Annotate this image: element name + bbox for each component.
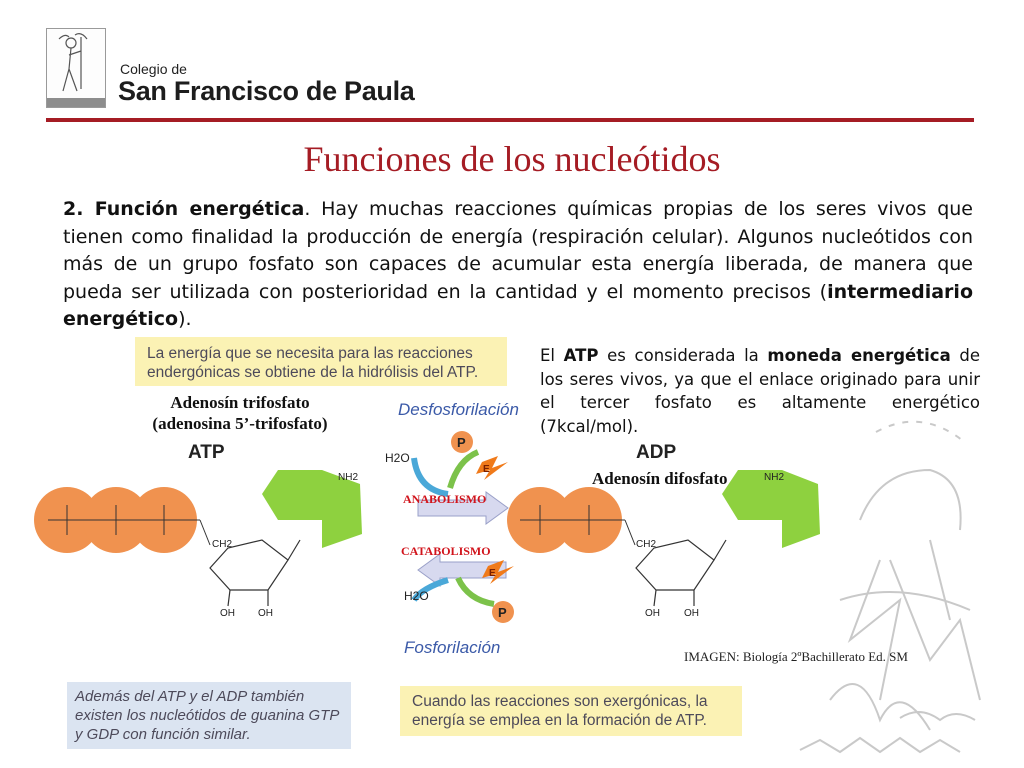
water-label: H2O bbox=[385, 451, 410, 465]
watermark-sketch bbox=[800, 422, 980, 752]
atp-label: ATP bbox=[188, 442, 225, 463]
atp-nh2-label: NH2 bbox=[338, 472, 359, 483]
adp-oh-label-2: OH bbox=[684, 608, 699, 619]
item-heading: 2. Función energética bbox=[63, 198, 305, 220]
adp-oh-label: OH bbox=[645, 608, 660, 619]
side-text-1: El bbox=[540, 346, 564, 365]
anabolism-label: ANABOLISMO bbox=[403, 492, 487, 506]
atp-oh-label: OH bbox=[220, 608, 235, 619]
exergonic-note: Cuando las reacciones son exergónicas, la energía se emplea en la formación de ATP. bbox=[400, 686, 742, 736]
adp-phosphate-group bbox=[507, 487, 635, 553]
image-credit: IMAGEN: Biología 2ºBachillerato Ed. SM bbox=[684, 649, 908, 664]
water-label-2: H2O bbox=[404, 589, 429, 603]
adp-ch2-label: CH2 bbox=[636, 539, 657, 550]
catabolism-label: CATABOLISMO bbox=[401, 544, 491, 558]
phosphorylation-label: Fosforilación bbox=[404, 638, 501, 657]
atp-oh-label-2: OH bbox=[258, 608, 273, 619]
school-name-line1: Colegio de bbox=[120, 61, 187, 77]
atp-phosphate-group bbox=[34, 487, 210, 553]
endergonic-note: La energía que se necesita para las reacciones endergónicas se obtiene de la hidrólisis del ATP. bbox=[135, 337, 507, 386]
main-paragraph-end: ). bbox=[178, 308, 192, 330]
side-text-3: de los seres vivos, ya que el enlace originado para unir el tercer fosfato es altamente energético (7kcal/mol). bbox=[540, 346, 980, 436]
water-in-arrow bbox=[414, 458, 448, 494]
phosphate-out-arrow bbox=[450, 452, 478, 488]
atp-ch2-label: CH2 bbox=[212, 539, 233, 550]
side-text-2: es considerada la bbox=[598, 346, 768, 365]
adp-nh2-label: NH2 bbox=[764, 472, 785, 483]
side-bold-currency: moneda energética bbox=[767, 346, 951, 365]
energy-e-label: E bbox=[483, 464, 490, 475]
atp-energy-currency-text bbox=[540, 344, 980, 438]
dephosphorylation-label: Desfosforilación bbox=[398, 400, 519, 419]
adp-label: ADP bbox=[636, 442, 677, 463]
main-paragraph-text: . Hay muchas reacciones químicas propias de los seres vivos que tienen como finalidad la producción de energía (respiración celular). Algunos nucleótidos con más de un grupo fosfato son capaces de acumular esta energía liberada, de manera que pueda ser utilizada con posterioridad en la cantidad y el momento precisos ( bbox=[63, 198, 973, 303]
key-term: intermediario energético bbox=[63, 280, 973, 330]
phosphate-p-label-2: P bbox=[498, 605, 507, 620]
energy-e-label-2: E bbox=[489, 568, 496, 579]
side-bold-atp: ATP bbox=[563, 346, 599, 365]
atp-name-line2: (adenosina 5’-trifosfato) bbox=[152, 414, 328, 433]
atp-full-name bbox=[110, 392, 370, 434]
school-name-line2: San Francisco de Paula bbox=[118, 76, 415, 106]
phosphate-in-arrow bbox=[458, 578, 494, 604]
adp-adenine-ring2 bbox=[782, 470, 820, 548]
atp-name-line1: Adenosín trifosfato bbox=[170, 393, 310, 412]
slide-title: Funciones de los nucleótidos bbox=[303, 139, 721, 179]
gtp-gdp-note: Además del ATP y el ADP también existen los nucleótidos de guanina GTP y GDP con función similar. bbox=[67, 682, 351, 749]
energy-bolt-icon bbox=[476, 456, 508, 480]
adp-full-name: Adenosín difosfato bbox=[592, 469, 728, 488]
phosphate-p-label: P bbox=[457, 435, 466, 450]
